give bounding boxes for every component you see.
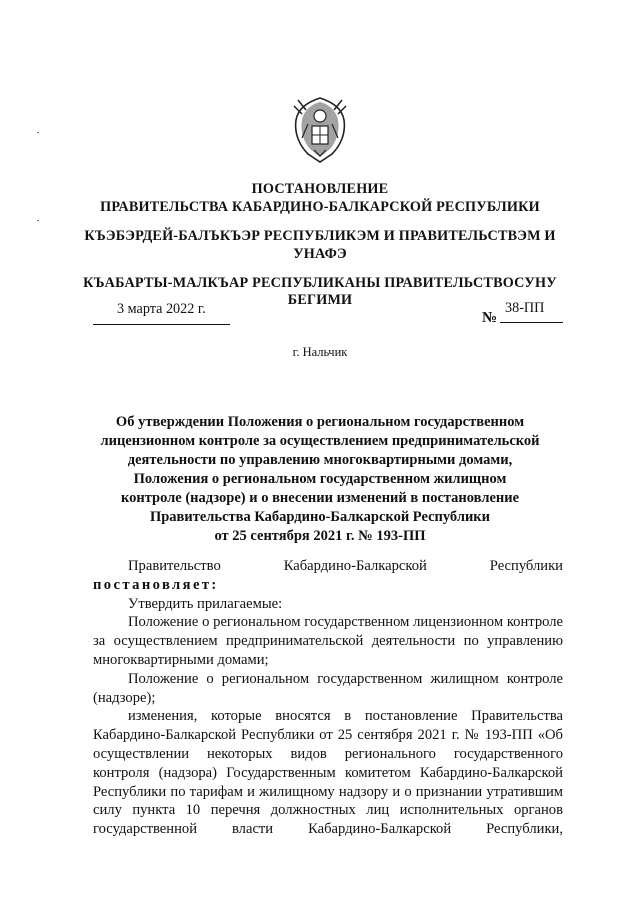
scan-mark bbox=[37, 220, 39, 221]
intro-paragraph: Правительство Кабардино-Балкарской Республики bbox=[128, 558, 563, 574]
government-name: ПРАВИТЕЛЬСТВА КАБАРДИНО-БАЛКАРСКОЙ РЕСПУБЛИКИ bbox=[100, 199, 540, 215]
number-underline bbox=[500, 322, 563, 323]
approve-paragraph: Утвердить прилагаемые: bbox=[128, 595, 283, 612]
title-line: Об утверждении Положения о региональном государственном bbox=[115, 414, 525, 430]
resolves-word: постановляет: bbox=[93, 576, 219, 593]
item-housing-control: Положение о региональном государственном жилищном контроле (надзоре); bbox=[93, 670, 563, 706]
title-line: деятельности по управлению многоквартирными домами, bbox=[127, 452, 513, 468]
title-line: Правительства Кабардино-Балкарской Республики bbox=[149, 509, 491, 525]
item-amendments: изменения, которые вносятся в постановление Правительства Кабардино-Балкарской Республики от 25 сентября 2021 г. № 193-ПП «Об осуществлении некоторых видов регионального государственного контроля (надзора) Государственным комитетом Кабардино-Балкарской Республики по тарифам и жилищному надзору и о признании утратившим силу пункта 10 перечня должностных лиц исполнительных органов государственной власти Кабардино-Балкарской Республики, bbox=[93, 708, 563, 838]
kabardian-heading-line2: УНАФЭ bbox=[293, 246, 347, 262]
title-line: от 25 сентября 2021 г. № 193-ПП bbox=[214, 528, 426, 544]
title-line: контроле (надзоре) и о внесении изменений в постановление bbox=[120, 490, 520, 506]
coat-of-arms-emblem bbox=[288, 94, 352, 166]
title-line: Положения о региональном государственном жилищном bbox=[133, 471, 507, 487]
date-underline bbox=[93, 324, 230, 325]
document-body bbox=[93, 557, 563, 839]
document-number: 38-ПП bbox=[505, 300, 545, 316]
balkar-heading-line2: БЕГИМИ bbox=[287, 292, 353, 308]
kabardian-heading-line1: КЪЭБЭРДЕЙ-БАЛЪКЪЭР РЕСПУБЛИКЭМ И ПРАВИТЕЛЬСТВЭМ И bbox=[84, 228, 556, 244]
item-licensing-control: Положение о региональном государственном лицензионном контроле за осуществлением предпринимательской деятельности по управлению многоквартирными домами; bbox=[93, 614, 563, 668]
city: г. Нальчик bbox=[292, 345, 348, 359]
scan-mark bbox=[37, 132, 39, 133]
balkar-heading-line1: КЪАБАРТЫ-МАЛКЪАР РЕСПУБЛИКАНЫ ПРАВИТЕЛЬСТВОСУНУ bbox=[83, 275, 557, 291]
document-title bbox=[80, 413, 560, 546]
document-date: 3 марта 2022 г. bbox=[117, 301, 206, 317]
doc-type-heading: ПОСТАНОВЛЕНИЕ bbox=[251, 181, 389, 197]
number-sign: № bbox=[482, 310, 498, 326]
title-line: лицензионном контроле за осуществлением предпринимательской bbox=[100, 433, 540, 449]
